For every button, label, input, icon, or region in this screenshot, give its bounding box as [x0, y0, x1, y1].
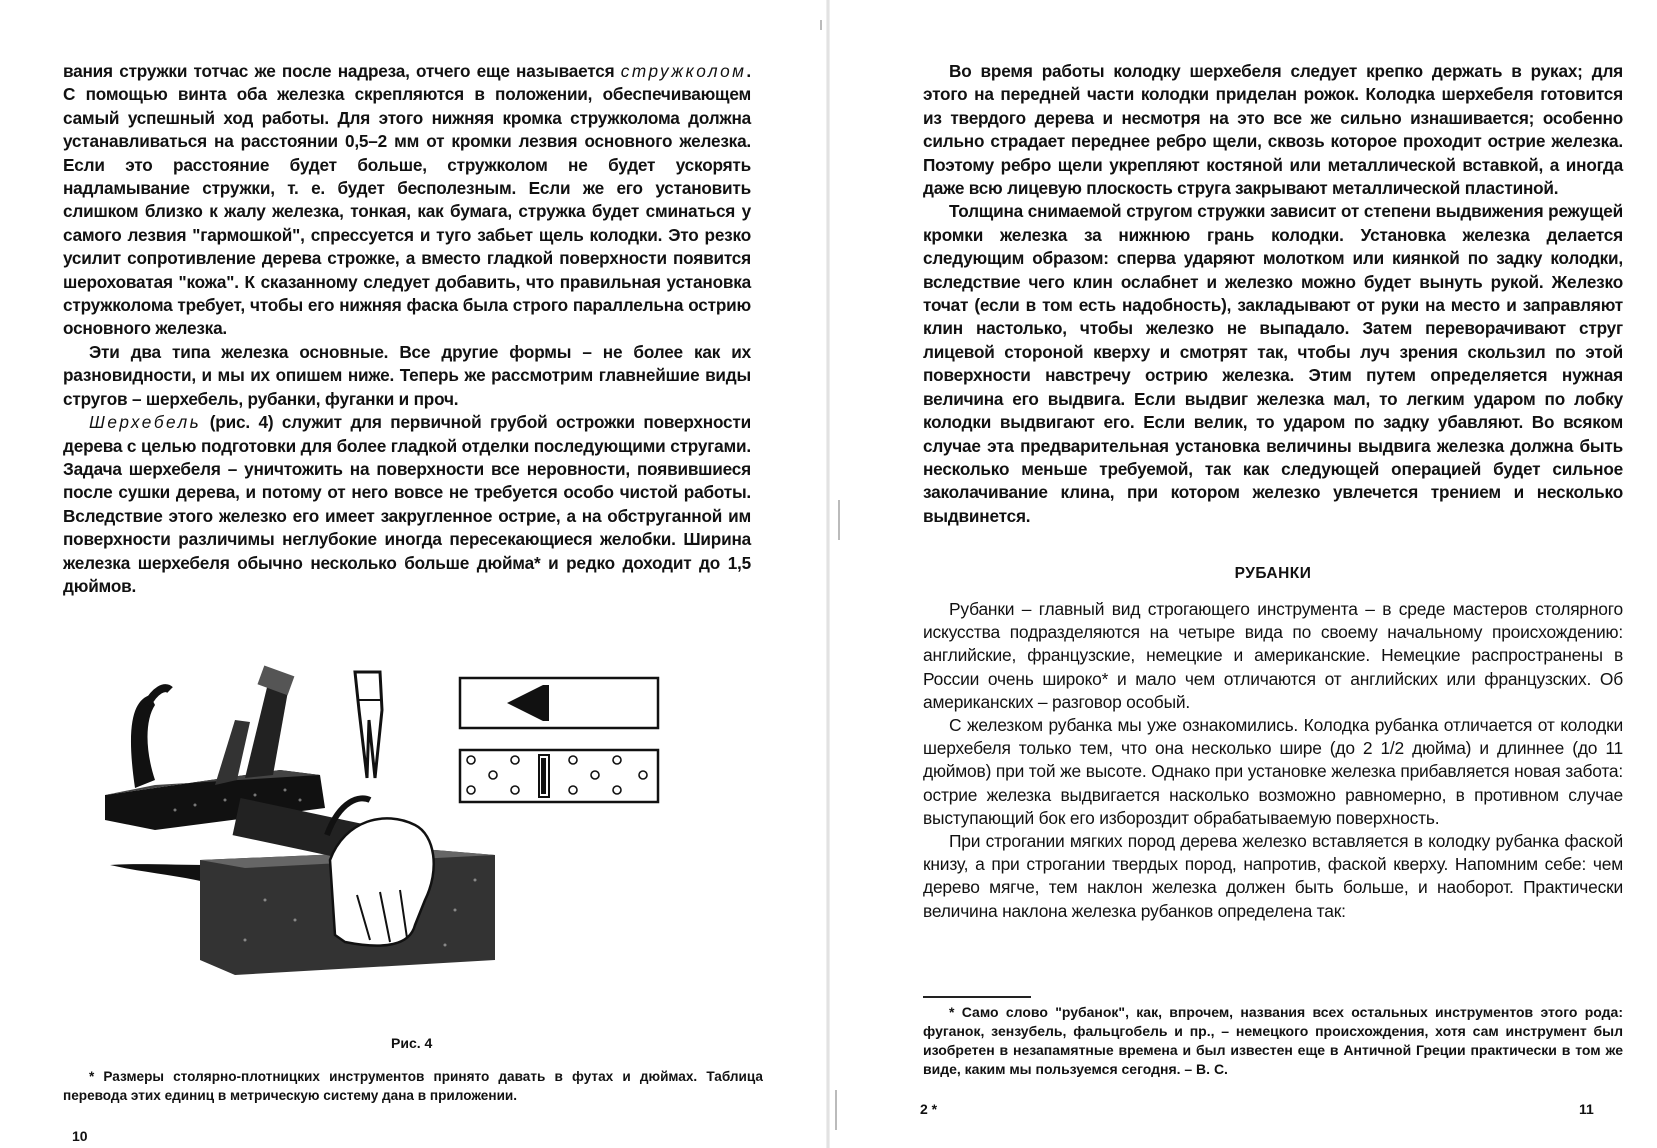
paragraph-text: Эти два типа железка основные. Все другие формы – не более как их разновидности, и мы их опишем ниже. Теперь же рассмотрим главнейшие виды стругов – шерхебель, рубанки, фуганки и проч. — [63, 341, 751, 409]
left-footnote — [63, 1067, 763, 1105]
page-number-right: 11 — [1579, 1101, 1594, 1117]
chipbreaker-plate — [460, 750, 658, 802]
paragraph-text: . С помощью винта оба железка скрепляются в положении, обеспечивающем самый успешный ход работы. Для этого нижняя кромка стружколома должна устанавливаться на расстоянии 0,5–2 мм от кромки лезвия основного железка. Если это расстояние будет больше, стружколом не будет ускорять надламывание стружки, т. е. будет бесполезным. Если же его установить слишком близко к жалу железка, тонкая, как бумага, стружка будет сминаться у самого лезвия "гармошкой", спрессуется и туго забьет щель колодки. Это резко усилит сопротивление дерева строжке, а вместо гладкой поверхности появится шероховатая "кожа". К сказанному следует добавить, что правильная установка стружколома требует, чтобы его нижняя фаска была строго параллельна острию основного железка. — [63, 61, 751, 339]
paragraph: С железком рубанка мы уже ознакомились. Колодка рубанка отличается от колодки шерхебеля только тем, что она несколько шире (до 2 1/2 дюйма) и длиннее (до 11 дюймов) при той же высоте. Однако при установке железка прибавляется новая забота: острие железка выдвигается насколько возможно равномерно, в противном случае выступающий бок его избороздит обрабатываемую поверхность. — [923, 715, 1623, 828]
emphasis-term: Шерхебель — [89, 412, 202, 433]
signature-mark: 2 * — [920, 1101, 938, 1117]
right-text-column-top — [923, 60, 1623, 528]
left-page — [0, 0, 828, 1148]
right-footnote — [923, 1003, 1623, 1079]
paragraph — [63, 341, 751, 411]
plane-drawing — [105, 665, 325, 830]
paragraph — [63, 60, 751, 341]
paragraph: При строгании мягких пород дерева железко вставляется в колодку рубанка фаской книзу, а при строгании твердых пород, напротив, фаской кверху. Напомним себе: чем дерево мягче, тем наклон железка должен быть больше, и наоборот. Практически величина наклона железка рубанков определена так: — [923, 831, 1623, 921]
scan-speck — [820, 20, 822, 30]
left-text-column — [63, 60, 751, 598]
paragraph-text: (рис. 4) служит для первичной грубой острожки поверхности дерева с целью подготовки для более гладкой отделки последующими стругами. Задача шерхебеля – уничтожить на поверхности все неровности, появившиеся после сушки дерева, и потому от него вовсе не требуется особо чистой работы. Вследствие этого железко его имеет закругленное острие, а на обструганной им поверхности различимы неглубокие иногда пересекающиеся желобки. Ширина железка шерхебеля обычно несколько больше дюйма* и редко доходит до 1,5 дюймов. — [63, 412, 751, 596]
footnote-text: * Размеры столярно-плотницких инструментов принято давать в футах и дюймах. Таблица перевода этих единиц в метрическую систему дана в приложении. — [63, 1069, 763, 1103]
paragraph — [63, 411, 751, 598]
paragraph: Во время работы колодку шерхебеля следует крепко держать в руках; для этого на передней части колодки приделан рожок. Колодка шерхебеля готовится из твердого дерева и несмотря на это все же сильно изнашивается; особенно сильно страдает переднее ребро щели, сквозь которое проходит острие железка. Поэтому ребро щели укрепляют костяной или металлической вставкой, а иногда даже всю лицевую плоскость струга закрывают металлической пластиной. — [923, 61, 1623, 199]
paragraph: Рубанки – главный вид строгающего инструмента – в среде мастеров столярного искусства подразделяются на четыре вида по своему начальному происхождению: английские, французские, немецкие и американские. Немецкие распространены в России очень широко* и мало чем отличаются от английских или французских. Об американских – разговор особый. — [923, 599, 1623, 712]
emphasis-term: стружколом — [620, 61, 747, 81]
footnote-text: * Само слово "рубанок", как, впрочем, названия всех остальных инструментов этого рода: фуганок, зензубель, фальцгобель и пр., – немецкого происхождения, хотя сам инструмент был изобретен в незапамятные времена и был известен еще в Античной Греции практически в том же виде, каким мы пользуемся сегодня. – В. С. — [923, 1004, 1623, 1077]
page-number-left: 10 — [72, 1128, 88, 1144]
right-text-column-bottom — [923, 598, 1623, 923]
figure-4-illustration — [95, 660, 715, 1040]
footnote-rule — [923, 996, 1031, 998]
paragraph: Толщина снимаемой стругом стружки зависит от степени выдвижения режущей кромки железка за нижнюю грань колодки. Установка железка делается следующим образом: сперва ударяют молотком или киянкой по задку колодки, вследствие чего клин ослабнет и железко можно будет вынуть рукой. Железко точат (если в том есть надобность), закладывают от руки на место и заправляют клин настолько, чтобы железко не выпадало. Затем переворачивают струг лицевой стороной кверху и смотрят так, чтобы луч зрения скользил по этой поверхности навстречу острию железка. Этим путем определяется нужная величина его выдвига. Если выдвиг железка мал, то легким ударом по лобку колодки выдвигают его. Если велик, то ударом по задку убавляют. Во всяком случае эта предварительная установка величины выдвига железка должна быть несколько меньше требуемой, так как следующей операцией будет сильное заколачивание клина, при котором железко увлечется трением и несколько выдвинется. — [923, 201, 1623, 526]
iron-front-plate — [460, 678, 658, 728]
right-page — [828, 0, 1657, 1148]
section-heading: РУБАНКИ — [1234, 565, 1312, 582]
paragraph-text: вания стружки тотчас же после надреза, отчего еще называется — [63, 61, 621, 81]
figure-caption: Рис. 4 — [391, 1035, 433, 1051]
iron-side-view — [355, 672, 382, 778]
